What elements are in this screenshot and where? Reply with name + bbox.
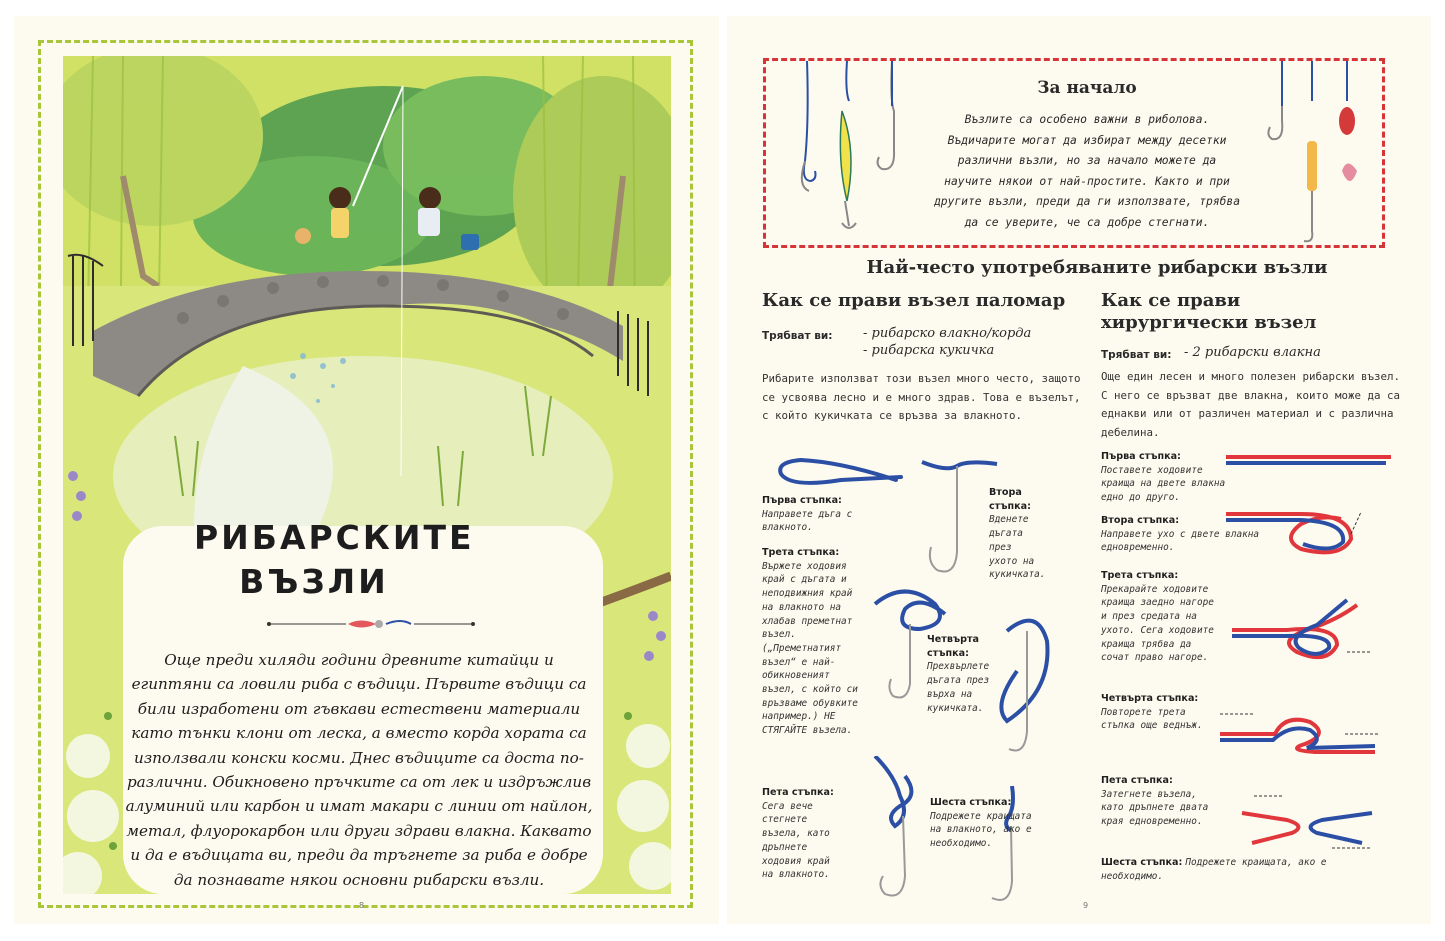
surgical-step-5 [1101, 774, 1211, 829]
surgical-need-label-text: Трябват ви: [1101, 349, 1172, 361]
start-box-title: За начало [1037, 78, 1137, 98]
lure-hooks-left-icon [787, 61, 937, 241]
surgical-step5-drawing [1232, 788, 1382, 858]
title-line-1: РИБАРСКИТЕ [194, 518, 475, 557]
surgical-need-label [1101, 349, 1171, 361]
surgical-step-4 [1101, 692, 1211, 733]
surgical-step-2 [1101, 514, 1261, 555]
surgical-step-3-text: Прекарайте ходовите краища заедно нагоре и през средата на ухото. Сега ходовите краища трябва да сочат право нагоре. [1101, 583, 1214, 664]
surgical-step-1-label: Първа стъпка: [1101, 451, 1181, 462]
palomar-step-2-label: Втора стъпка: [989, 487, 1031, 512]
palomar-step-5-text: Сега вече стегнете възела, като дръпнете ходовия край на влакното. [762, 800, 830, 881]
surgical-step-6 [1101, 856, 1331, 883]
palomar-step-5 [762, 786, 842, 882]
main-heading: Най-често употребяваните рибарски възли [866, 257, 1328, 278]
palomar-need-items [863, 325, 1031, 359]
surgical-step3-drawing [1227, 590, 1377, 670]
surgical-heading-line-2: хирургически възел [1101, 312, 1317, 333]
surgical-step-6-text: Подрежете краищата, ако е необходимо. [1101, 857, 1327, 882]
palomar-step1-drawing [771, 452, 906, 492]
surgical-step-2-label: Втора стъпка: [1101, 515, 1180, 526]
title-line-2: ВЪЗЛИ [239, 562, 389, 601]
surgical-heading [1101, 290, 1401, 334]
palomar-step-6-label: Шеста стъпка: [930, 797, 1012, 808]
palomar-step4-drawing [987, 611, 1057, 761]
palomar-step-1-label: Първа стъпка: [762, 495, 842, 506]
surgical-step-3 [1101, 569, 1225, 665]
surgical-description: Още един лесен и много полезен рибарски възел. С него се връзват две влакна, които може да са еднакви или от различен материал и с различна дебелина. [1101, 370, 1401, 439]
palomar-step-3 [762, 546, 868, 738]
palomar-step-6 [930, 796, 1038, 851]
palomar-step-2-text: Вденете дъгата през ухото на кукичката. [989, 514, 1046, 581]
palomar-step-3-text: Вържете ходовия край с дъгата и неподвижния край на влакното на хлабав преметнат възел. („Преметнатият възел“ е най-обикновеният възел, с който си връзваме обувките например.) НЕ СТЯГАЙТЕ възела. [762, 560, 858, 737]
palomar-step-5-label: Пета стъпка: [762, 787, 834, 798]
surgical-step4-drawing [1215, 704, 1385, 774]
palomar-step-1-text: Направете дъга с влакното. [762, 508, 853, 534]
surgical-step1-drawing [1221, 450, 1401, 470]
surgical-step-5-label: Пета стъпка: [1101, 775, 1173, 786]
surgical-step-3-label: Трета стъпка: [1101, 570, 1179, 581]
palomar-step-6-text: Подрежете краищата на влакното, ако е необходимо. [930, 810, 1032, 850]
palomar-need-label [762, 330, 832, 342]
page-number-left: 8 [359, 901, 365, 910]
surgical-step-1-text: Поставете ходовите краища на двете влакна едно до друго. [1101, 464, 1226, 504]
surgical-need-items [1184, 344, 1321, 361]
lure-divider [266, 614, 476, 634]
palomar-step-4-text: Прехвърлете дъгата през върха на кукичката. [927, 661, 990, 714]
left-title [194, 516, 475, 604]
palomar-description: Рибарите използват този възел много често, защото се усвоява лесно и е много здрав. Това е възелът, с който кукичката се връзва за влакното. [762, 372, 1081, 423]
right-page [727, 16, 1431, 924]
palomar-step-2 [989, 486, 1044, 582]
surgical-step-5-text: Затегнете възела, като дръпнете двата края едновременно. [1101, 788, 1209, 828]
palomar-step-3-label: Трета стъпка: [762, 547, 840, 558]
surgical-step-1 [1101, 450, 1231, 505]
left-page [14, 16, 719, 924]
palomar-need-item-1: - рибарско влакно/корда [863, 326, 1032, 341]
palomar-step-1 [762, 494, 862, 535]
page-number-right: 9 [1083, 901, 1089, 910]
intro-paragraph: Още преди хиляди години древните китайци и египтяни са ловили риба с въдици. Първите въдици са били изработени от гъвкави естествени материали като тънки клони от леска, а вместо корда хората са използвали конски косми. Днес въдиците са доста по-различни. Обикновено пръчките са от лек и издръжлив алуминий или карбон и имат макари с линии от найлон, метал, флуорокарбон или други здрави влакна. Каквато и да е въдицата ви, преди да тръгнете за риба е добре да познавате някои основни рибарски възли. [125, 651, 593, 889]
surgical-step-2-text: Направете ухо с двете влакна едновременно. [1101, 528, 1260, 554]
surgical-step-6-label: Шеста стъпка: [1101, 857, 1183, 868]
surgical-step-4-text: Повторете трета стъпка още веднъж. [1101, 706, 1203, 732]
surgical-heading-line-1: Как се прави [1101, 290, 1241, 311]
palomar-need-item-2: - рибарска кукичка [863, 343, 995, 358]
palomar-step-4 [927, 633, 991, 715]
surgical-need-item-1: - 2 рибарски влакна [1184, 345, 1321, 360]
palomar-step-4-label: Четвърта стъпка: [927, 634, 980, 659]
start-box-text: Възлите са особено важни в риболова. Въдичарите могат да избират между десетки различни възли, но за начало можете да научите някои от най-простите. Както и при другите възли, преди да ги използвате, трябва да се уверите, че са добре стегнати. [933, 113, 1241, 229]
palomar-need-label-text: Трябват ви: [762, 330, 833, 342]
lure-hooks-right-icon [1262, 61, 1372, 251]
palomar-heading: Как се прави възел паломар [762, 290, 1066, 311]
surgical-step-4-label: Четвърта стъпка: [1101, 693, 1199, 704]
